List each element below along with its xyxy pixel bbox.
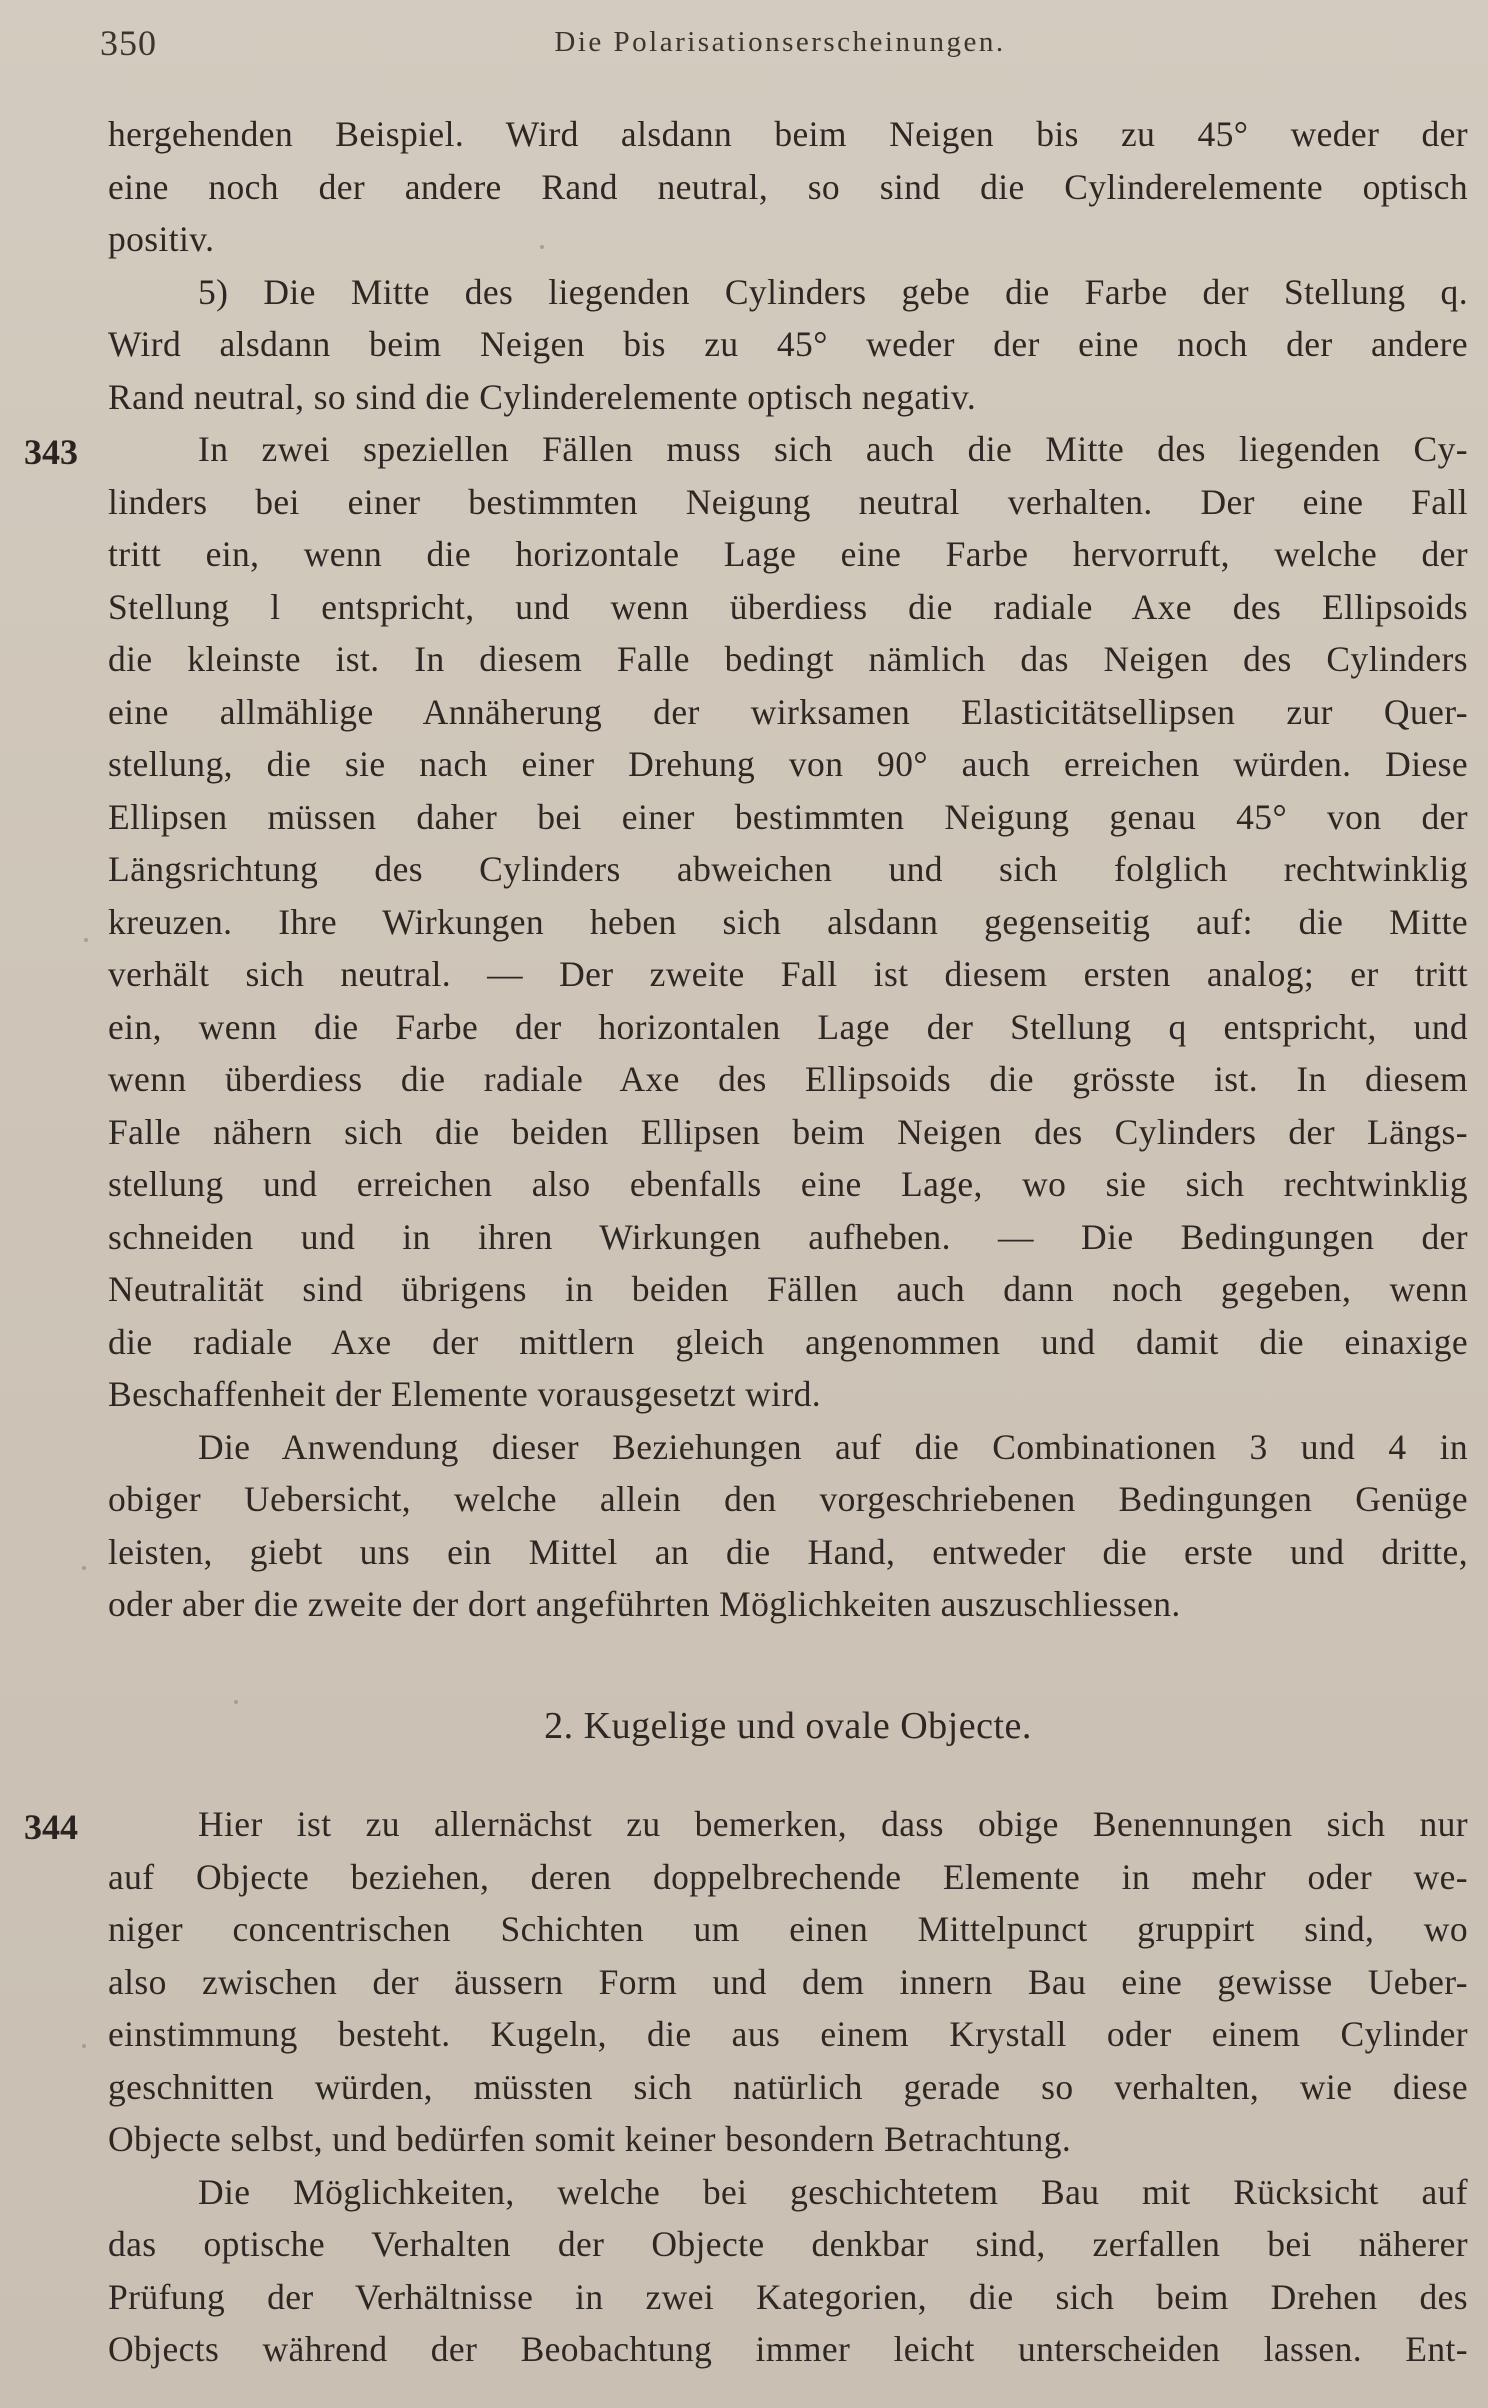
marginal-number-344: 344 xyxy=(24,1807,78,1847)
text-line: 5) Die Mitte des liegenden Cylinders gebe die Farbe der Stellung q. xyxy=(198,271,1468,312)
paragraph-continuation xyxy=(108,108,1468,423)
text-line: das optische Verhalten der Objecte denkbar sind, zerfallen bei näherer xyxy=(108,2224,1468,2264)
text-line: eine noch der andere Rand neutral, so sind die Cylinderelemente optisch xyxy=(108,166,1468,207)
text-line: wenn überdiess die radiale Axe des Ellipsoids die grösste ist. In diesem xyxy=(108,1059,1468,1099)
text-line: schneiden und in ihren Wirkungen aufheben. — Die Bedingungen der xyxy=(108,1216,1468,1257)
text-line: verhält sich neutral. — Der zweite Fall ist diesem ersten analog; er tritt xyxy=(108,954,1468,994)
text-line: also zwischen der äussern Form und dem innern Bau eine gewisse Ueber- xyxy=(108,1961,1468,2002)
page-number: 350 xyxy=(100,23,157,63)
text-line: obiger Uebersicht, welche allein den vorgeschriebenen Bedingungen Genüge xyxy=(108,1479,1468,1519)
text-line: Ellipsen müssen daher bei einer bestimmten Neigung genau 45° von der xyxy=(108,796,1468,837)
text-line: Objects während der Beobachtung immer leicht unterscheiden lassen. Ent- xyxy=(108,2329,1468,2369)
paper-speck xyxy=(82,1566,86,1570)
text-line: Hier ist zu allernächst zu bemerken, dass obige Benennungen sich nur xyxy=(198,1804,1468,1844)
paragraph-343 xyxy=(108,423,1468,1631)
text-line: In zwei speziellen Fällen muss sich auch die Mitte des liegenden Cy- xyxy=(198,429,1468,469)
paper-speck xyxy=(234,1700,238,1704)
paragraph-344 xyxy=(108,1798,1468,2376)
text-line: oder aber die zweite der dort angeführten Möglichkeiten auszuschliessen. xyxy=(108,1584,1181,1624)
text-line: niger concentrischen Schichten um einen Mittelpunct gruppirt sind, wo xyxy=(108,1909,1468,1949)
text-line: hergehenden Beispiel. Wird alsdann beim Neigen bis zu 45° weder der xyxy=(108,114,1468,154)
paper-speck xyxy=(84,938,88,942)
text-line: positiv. xyxy=(108,219,215,259)
text-line: Prüfung der Verhältnisse in zwei Kategorien, die sich beim Drehen des xyxy=(108,2276,1468,2317)
text-line: linders bei einer bestimmten Neigung neutral verhalten. Der eine Fall xyxy=(108,481,1468,522)
text-line: Längsrichtung des Cylinders abweichen und sich folglich rechtwinklig xyxy=(108,849,1468,889)
text-line: Rand neutral, so sind die Cylinderelemente optisch negativ. xyxy=(108,376,977,417)
marginal-number-343: 343 xyxy=(24,432,78,472)
running-head: Die Polarisationserscheinungen. xyxy=(554,26,1006,58)
text-line: Die Möglichkeiten, welche bei geschichtetem Bau mit Rücksicht auf xyxy=(198,2171,1468,2212)
text-line: tritt ein, wenn die horizontale Lage eine Farbe hervorruft, welche der xyxy=(108,534,1468,574)
text-line: kreuzen. Ihre Wirkungen heben sich alsdann gegenseitig auf: die Mitte xyxy=(108,901,1468,942)
text-line: Neutralität sind übrigens in beiden Fällen auch dann noch gegeben, wenn xyxy=(108,1269,1468,1309)
text-line: Objecte selbst, und bedürfen somit keiner besondern Betrachtung. xyxy=(108,2119,1072,2159)
text-line: leisten, giebt uns ein Mittel an die Hand, entweder die erste und dritte, xyxy=(108,1531,1468,1572)
text-line: geschnitten würden, müssten sich natürlich gerade so verhalten, wie diese xyxy=(108,2066,1468,2107)
text-line: stellung, die sie nach einer Drehung von 90° auch erreichen würden. Diese xyxy=(108,744,1468,784)
text-line: einstimmung besteht. Kugeln, die aus einem Krystall oder einem Cylinder xyxy=(108,2014,1468,2054)
text-line: Falle nähern sich die beiden Ellipsen beim Neigen des Cylinders der Längs- xyxy=(108,1111,1468,1152)
text-line: eine allmählige Annäherung der wirksamen Elasticitätsellipsen zur Quer- xyxy=(108,691,1468,732)
text-line: Stellung l entspricht, und wenn überdiess die radiale Axe des Ellipsoids xyxy=(108,586,1468,627)
text-line: auf Objecte beziehen, deren doppelbrechende Elemente in mehr oder we- xyxy=(108,1856,1468,1897)
text-line: ein, wenn die Farbe der horizontalen Lage der Stellung q entspricht, und xyxy=(108,1006,1468,1047)
page-header xyxy=(100,22,1460,72)
text-line: die kleinste ist. In diesem Falle bedingt nämlich das Neigen des Cylinders xyxy=(108,639,1468,679)
text-line: Die Anwendung dieser Beziehungen auf die Combinationen 3 und 4 in xyxy=(198,1426,1468,1467)
text-line: stellung und erreichen also ebenfalls eine Lage, wo sie sich rechtwinklig xyxy=(108,1164,1468,1204)
paper-speck xyxy=(540,245,544,249)
paper-speck xyxy=(82,2044,86,2048)
text-line: Beschaffenheit der Elemente vorausgesetzt wird. xyxy=(108,1374,822,1414)
section-heading: 2. Kugelige und ovale Objecte. xyxy=(544,1705,1032,1747)
text-line: Wird alsdann beim Neigen bis zu 45° weder der eine noch der andere xyxy=(108,324,1468,364)
text-line: die radiale Axe der mittlern gleich angenommen und damit die einaxige xyxy=(108,1321,1468,1362)
